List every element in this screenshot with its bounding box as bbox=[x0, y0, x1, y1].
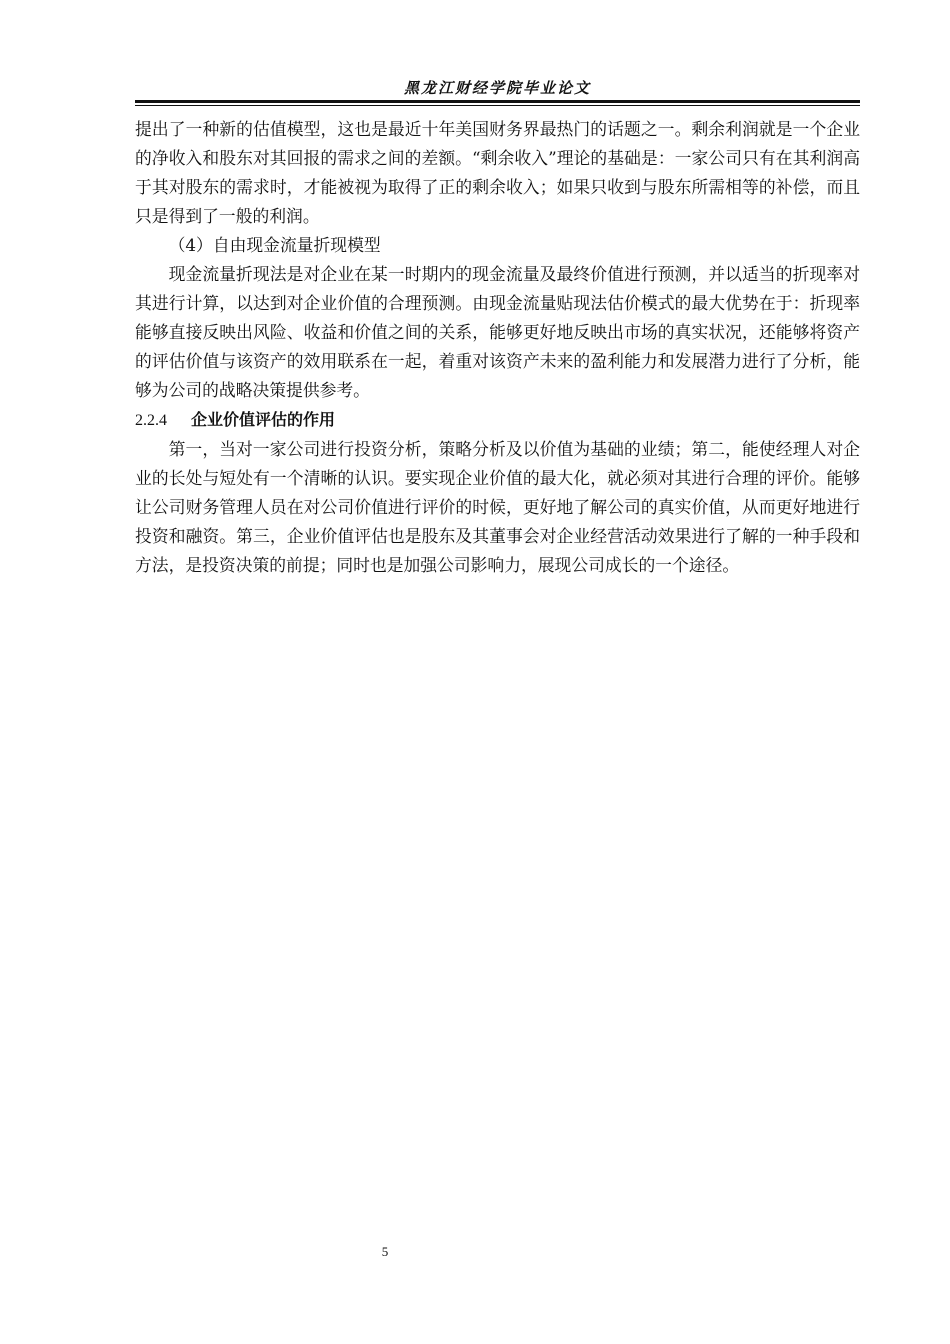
page-header: 黑龙江财经学院毕业论文 bbox=[403, 79, 591, 97]
section-heading bbox=[135, 405, 860, 435]
paragraph-valuation-role: 第一，当对一家公司进行投资分析，策略分析及以价值为基础的业绩；第二，能使经理人对企业的长处与短处有一个清晰的认识。要实现企业价值的最大化，就必须对其进行合理的评价。能够让公司财务管理人员在对公司价值进行评价的时候，更好地了解公司的真实价值，从而更好地进行投资和融资。第三，企业价值评估也是股东及其董事会对企业经营活动效果进行了解的一种手段和方法，是投资决策的前提；同时也是加强公司影响力，展现公司成长的一个途径。 bbox=[135, 439, 860, 575]
paragraph-dcf-method: 现金流量折现法是对企业在某一时期内的现金流量及最终价值进行预测，并以适当的折现率对其进行计算，以达到对企业价值的合理预测。由现金流量贴现法估价模式的最大优势在于：折现率能够直接反映出风险、收益和价值之间的关系，能够更好地反映出市场的真实状况，还能够将资产的评估价值与该资产的效用联系在一起，着重对该资产未来的盈利能力和发展潜力进行了分析，能够为公司的战略决策提供参考。 bbox=[135, 264, 860, 400]
paragraph-residual-income: 提出了一种新的估值模型，这也是最近十年美国财务界最热门的话题之一。剩余利润就是一个企业的净收入和股东对其回报的需求之间的差额。“剩余收入”理论的基础是：一家公司只有在其利润高于其对股东的需求时，才能被视为取得了正的剩余收入；如果只收到与股东所需相等的补偿，而且只是得到了一般的利润。 bbox=[135, 119, 860, 226]
header-rule-thick bbox=[135, 100, 860, 103]
page-number: 5 bbox=[381, 1244, 389, 1259]
subheading-fcf-model: （4）自由现金流量折现模型 bbox=[168, 235, 381, 255]
body-text bbox=[135, 115, 860, 580]
section-number: 2.2.4 bbox=[135, 412, 167, 429]
header-rule-thin bbox=[135, 105, 860, 106]
section-title: 企业价值评估的作用 bbox=[191, 410, 336, 429]
